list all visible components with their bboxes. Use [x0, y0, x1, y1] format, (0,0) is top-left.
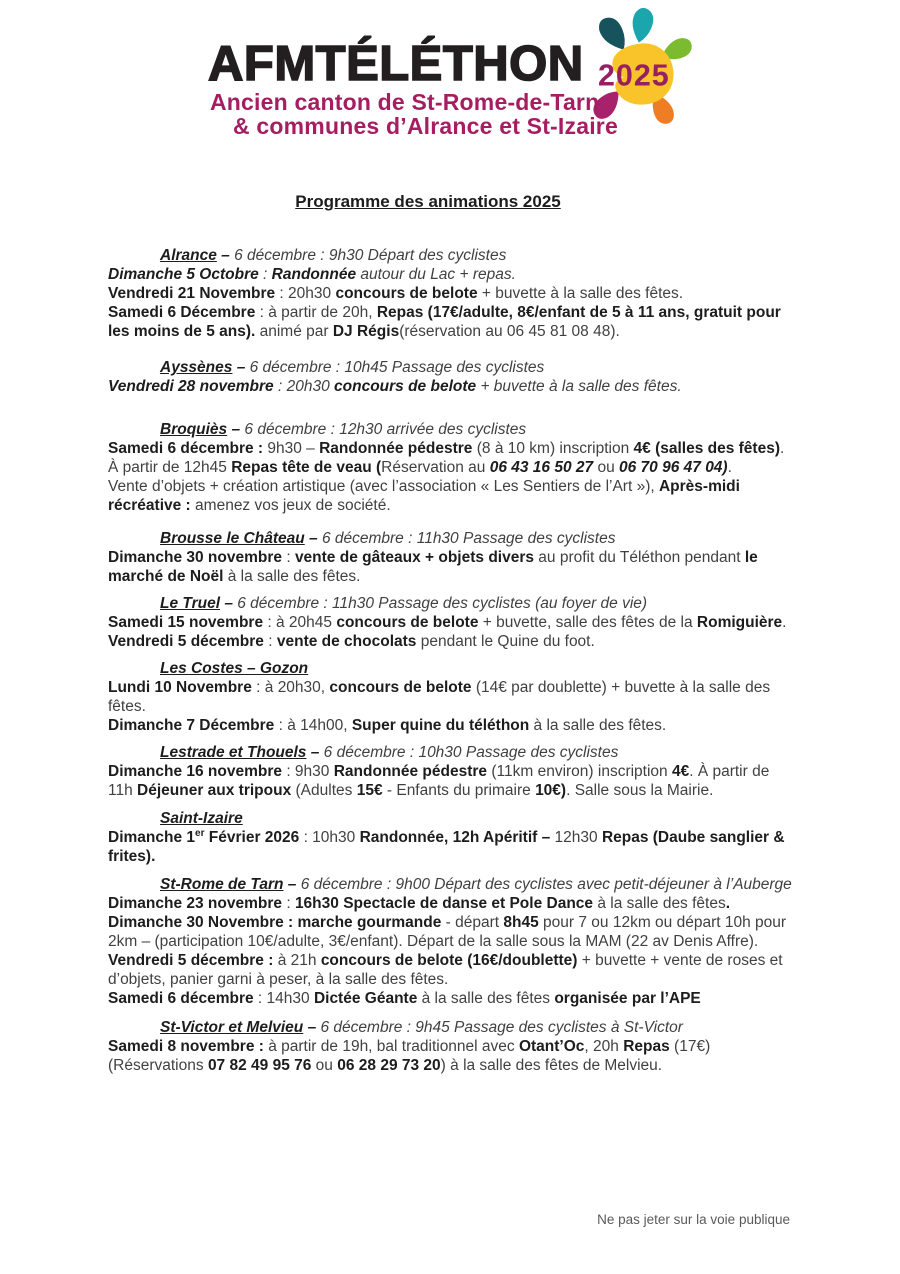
- text-run: Vendredi 5 décembre :: [108, 952, 274, 969]
- text-run: (8 à 10 km) inscription: [472, 440, 634, 457]
- text-run: Dimanche 30 novembre: [108, 549, 283, 566]
- text-run: - départ: [441, 914, 504, 931]
- town-section: [108, 594, 794, 651]
- text-run: 07 82 49 95 76: [207, 1057, 312, 1074]
- event-paragraph: [108, 828, 794, 866]
- text-run: Repas (Daube sanglier & frites).: [108, 829, 785, 865]
- text-run: Vendredi 28 novembre: [108, 378, 274, 395]
- event-paragraph: [108, 265, 794, 284]
- section-dash: –: [216, 247, 235, 264]
- text-run: à la salle des fêtes: [417, 990, 555, 1007]
- text-run: + buvette à la salle des fêtes.: [477, 285, 684, 302]
- logo-subtitle: [210, 90, 618, 138]
- town-section: [108, 529, 794, 586]
- section-intro: 6 décembre : 11h30 Passage des cyclistes (au foyer de vie): [237, 595, 648, 612]
- text-run: .: [727, 459, 732, 476]
- text-run: Randonnée pédestre: [319, 440, 473, 457]
- event-paragraph: [108, 377, 794, 396]
- event-paragraph: [108, 284, 794, 303]
- section-town-name: St-Victor et Melvieu: [160, 1019, 304, 1036]
- section-dash: –: [227, 421, 245, 438]
- text-run: .: [782, 614, 787, 631]
- text-run: Samedi 6 Décembre: [108, 304, 256, 321]
- program-sections: [108, 246, 794, 1075]
- text-run: concours de belote: [336, 614, 479, 631]
- town-section: [108, 809, 794, 866]
- text-run: 8h45: [503, 914, 539, 931]
- text-run: Repas tête de veau (: [231, 459, 382, 476]
- text-run: 12h30: [550, 829, 602, 846]
- text-run: à 21h: [273, 952, 321, 969]
- text-run: 10€): [535, 782, 567, 799]
- text-run: à la salle des fêtes.: [223, 568, 361, 585]
- town-section: [108, 659, 794, 735]
- text-run: (11km environ) inscription: [487, 763, 672, 780]
- text-run: Dimanche 23 novembre: [108, 895, 283, 912]
- text-run: er: [195, 827, 205, 839]
- footer-note: Ne pas jeter sur la voie publique: [597, 1212, 790, 1227]
- text-run: : 14h30: [253, 990, 314, 1007]
- text-run: au profit du Téléthon pendant: [534, 549, 745, 566]
- page-title: Programme des animations 2025: [295, 192, 561, 211]
- text-run: .: [780, 440, 785, 457]
- text-run: Dictée Géante: [313, 990, 418, 1007]
- section-town-name: Ayssènes: [160, 359, 233, 376]
- text-run: (17€) (Réservations: [108, 1038, 711, 1074]
- text-run: 9h30 –: [263, 440, 320, 457]
- text-run: + buvette à la salle des fêtes.: [476, 378, 682, 395]
- text-run: concours de belote (16€/doublette): [320, 952, 578, 969]
- text-run: Vendredi 5 décembre: [108, 633, 264, 650]
- text-run: Randonnée: [271, 266, 357, 283]
- text-run: Otant’Oc: [518, 1038, 585, 1055]
- section-intro: 6 décembre : 9h45 Passage des cyclistes à St-Victor: [320, 1019, 683, 1036]
- section-header: [108, 358, 794, 377]
- section-header: [108, 529, 794, 548]
- text-run: le marché de Noël: [108, 549, 758, 585]
- text-run: :: [258, 266, 272, 283]
- section-town-name: Broquiès: [160, 421, 228, 438]
- text-run: vente de gâteaux + objets divers: [294, 549, 534, 566]
- text-run: . À partir de 11h: [108, 763, 770, 799]
- section-intro: 6 décembre : 12h30 arrivée des cyclistes: [244, 421, 527, 438]
- event-paragraph: [108, 678, 794, 716]
- text-run: Randonnée, 12h Apéritif –: [359, 829, 551, 846]
- text-run: : à partir de 20h,: [255, 304, 377, 321]
- text-run: ou: [311, 1057, 338, 1074]
- section-intro: 6 décembre : 10h45 Passage des cyclistes: [249, 359, 545, 376]
- text-run: + buvette, salle des fêtes de la: [478, 614, 697, 631]
- section-dash: –: [220, 595, 238, 612]
- event-paragraph: [108, 632, 794, 651]
- text-run: Samedi 8 novembre :: [108, 1038, 264, 1055]
- event-paragraph: [108, 548, 794, 586]
- text-run: - Enfants du primaire: [382, 782, 536, 799]
- section-town-name: Saint-Izaire: [160, 810, 243, 827]
- text-run: Vente d’objets + création artistique (avec l’association « Les Sentiers de l’Art »),: [108, 478, 659, 495]
- text-run: Dimanche 16 novembre: [108, 763, 283, 780]
- text-run: Après-midi récréative :: [108, 478, 740, 514]
- section-header: [108, 594, 794, 613]
- section-header: [108, 246, 794, 265]
- text-run: Lundi 10 Novembre: [108, 679, 252, 696]
- section-intro: 6 décembre : 11h30 Passage des cyclistes: [321, 530, 616, 547]
- text-run: + buvette + vente de roses et d’objets, panier garni à peser, à la salle des fêtes.: [108, 952, 783, 988]
- text-run: pendant le Quine du foot.: [416, 633, 595, 650]
- text-run: Dimanche 1: [108, 829, 196, 846]
- section-dash: –: [306, 744, 324, 761]
- text-run: Repas: [623, 1038, 670, 1055]
- text-run: .: [725, 895, 731, 912]
- event-paragraph: [108, 894, 794, 913]
- text-run: : à 14h00,: [274, 717, 352, 734]
- text-run: concours de belote: [334, 378, 477, 395]
- section-town-name: Le Truel: [160, 595, 221, 612]
- text-run: concours de belote: [329, 679, 472, 696]
- section-header: [108, 809, 794, 828]
- event-paragraph: [108, 989, 794, 1008]
- section-town-name: Les Costes – Gozon: [160, 660, 309, 677]
- event-paragraph: [108, 613, 794, 632]
- section-town-name: Brousse le Château: [160, 530, 305, 547]
- text-run: Février 2026: [204, 829, 300, 846]
- text-run: 4€: [671, 763, 690, 780]
- text-run: ) à la salle des fêtes de Melvieu.: [440, 1057, 663, 1074]
- text-run: amenez vos jeux de société.: [190, 497, 391, 514]
- text-run: à la salle des fêtes.: [529, 717, 667, 734]
- text-run: Repas (17€/adulte, 8€/enfant de 5 à 11 ans, gratuit pour les moins de 5 ans).: [108, 304, 781, 340]
- text-run: 06 28 29 73 20: [337, 1057, 441, 1074]
- text-run: 15€: [356, 782, 383, 799]
- section-intro: 6 décembre : 10h30 Passage des cyclistes: [323, 744, 619, 761]
- text-run: Dimanche 30 Novembre : marche gourmande: [108, 914, 442, 931]
- text-run: Romiguière: [696, 614, 783, 631]
- text-run: Dimanche 7 Décembre: [108, 717, 275, 734]
- event-paragraph: [108, 951, 794, 989]
- text-run: :: [263, 633, 277, 650]
- text-run: : à 20h30,: [251, 679, 330, 696]
- text-run: À partir de 12h45: [108, 459, 232, 476]
- text-run: à partir de 19h, bal traditionnel avec: [263, 1038, 519, 1055]
- logo-year-text: 2025: [597, 58, 670, 93]
- section-town-name: Lestrade et Thouels: [160, 744, 307, 761]
- text-run: concours de belote: [335, 285, 478, 302]
- text-run: DJ Régis: [332, 323, 400, 340]
- text-run: : 20h30: [273, 378, 335, 395]
- section-town-name: Alrance: [160, 247, 217, 264]
- section-dash: –: [283, 876, 301, 893]
- text-run: 06 70 96 47 04): [619, 459, 728, 476]
- event-paragraph: [108, 458, 794, 477]
- text-run: à la salle des fêtes: [593, 895, 726, 912]
- text-run: :: [282, 549, 295, 566]
- text-run: Samedi 6 décembre :: [108, 440, 264, 457]
- text-run: :: [282, 895, 295, 912]
- section-town-name: St-Rome de Tarn: [160, 876, 284, 893]
- town-section: [108, 420, 794, 515]
- text-run: Randonnée pédestre: [333, 763, 488, 780]
- section-header: [108, 743, 794, 762]
- text-run: . Salle sous la Mairie.: [566, 782, 714, 799]
- text-run: Déjeuner aux tripoux: [137, 782, 292, 799]
- event-paragraph: [108, 477, 794, 515]
- text-run: Réservation au: [381, 459, 490, 476]
- section-header: [108, 1018, 794, 1037]
- text-run: organisée par l’APE: [554, 990, 701, 1007]
- town-section: [108, 1018, 794, 1075]
- text-run: Dimanche 5 Octobre: [108, 266, 259, 283]
- text-run: Super quine du téléthon: [351, 717, 530, 734]
- text-run: 06 43 16 50 27: [489, 459, 594, 476]
- section-dash: –: [232, 359, 250, 376]
- text-run: animé par: [255, 323, 333, 340]
- text-run: 4€ (salles des fêtes): [633, 440, 780, 457]
- text-run: (Adultes: [291, 782, 357, 799]
- text-run: Vendredi 21 Novembre: [108, 285, 276, 302]
- event-paragraph: [108, 1037, 794, 1075]
- sun-petal-top-teal-icon: [630, 7, 655, 45]
- text-run: vente de chocolats: [276, 633, 417, 650]
- section-dash: –: [304, 530, 322, 547]
- section-intro: 6 décembre : 9h00 Départ des cyclistes avec petit-déjeuner à l’Auberge: [300, 876, 792, 893]
- text-run: : à 20h45: [263, 614, 337, 631]
- section-intro: 6 décembre : 9h30 Départ des cyclistes: [234, 247, 507, 264]
- text-run: ou: [593, 459, 619, 476]
- event-paragraph: [108, 439, 794, 458]
- town-section: [108, 875, 794, 1008]
- text-run: , 20h: [584, 1038, 624, 1055]
- section-dash: –: [303, 1019, 321, 1036]
- brand-wordmark: AFMTÉLÉTHON: [208, 37, 584, 91]
- text-run: (réservation au 06 45 81 08 48).: [399, 323, 620, 340]
- text-run: pour 7 ou 12km ou départ 10h pour 2km – (participation 10€/adulte, 3€/enfant). Départ de la salle sous la MAM (22 av Denis Affre).: [108, 914, 787, 950]
- subtitle-line2: & communes d’Alrance et St-Izaire: [233, 113, 618, 139]
- event-paragraph: [108, 716, 794, 735]
- event-paragraph: [108, 762, 794, 800]
- text-run: : 20h30: [275, 285, 336, 302]
- event-paragraph: [108, 913, 794, 951]
- event-paragraph: [108, 303, 794, 341]
- section-header: [108, 875, 794, 894]
- subtitle-line1: Ancien canton de St-Rome-de-Tarn: [210, 89, 600, 115]
- town-section: [108, 743, 794, 800]
- text-run: 16h30 Spectacle de danse et Pole Dance: [294, 895, 594, 912]
- text-run: Samedi 15 novembre: [108, 614, 264, 631]
- town-section: [108, 358, 794, 396]
- text-run: Samedi 6 décembre: [108, 990, 254, 1007]
- section-header: [108, 659, 794, 678]
- text-run: : 9h30: [282, 763, 334, 780]
- town-section: [108, 246, 794, 341]
- section-header: [108, 420, 794, 439]
- text-run: : 10h30: [299, 829, 360, 846]
- text-run: (14€ par doublette) + buvette à la salle des fêtes.: [108, 679, 771, 715]
- text-run: autour du Lac + repas.: [356, 266, 516, 283]
